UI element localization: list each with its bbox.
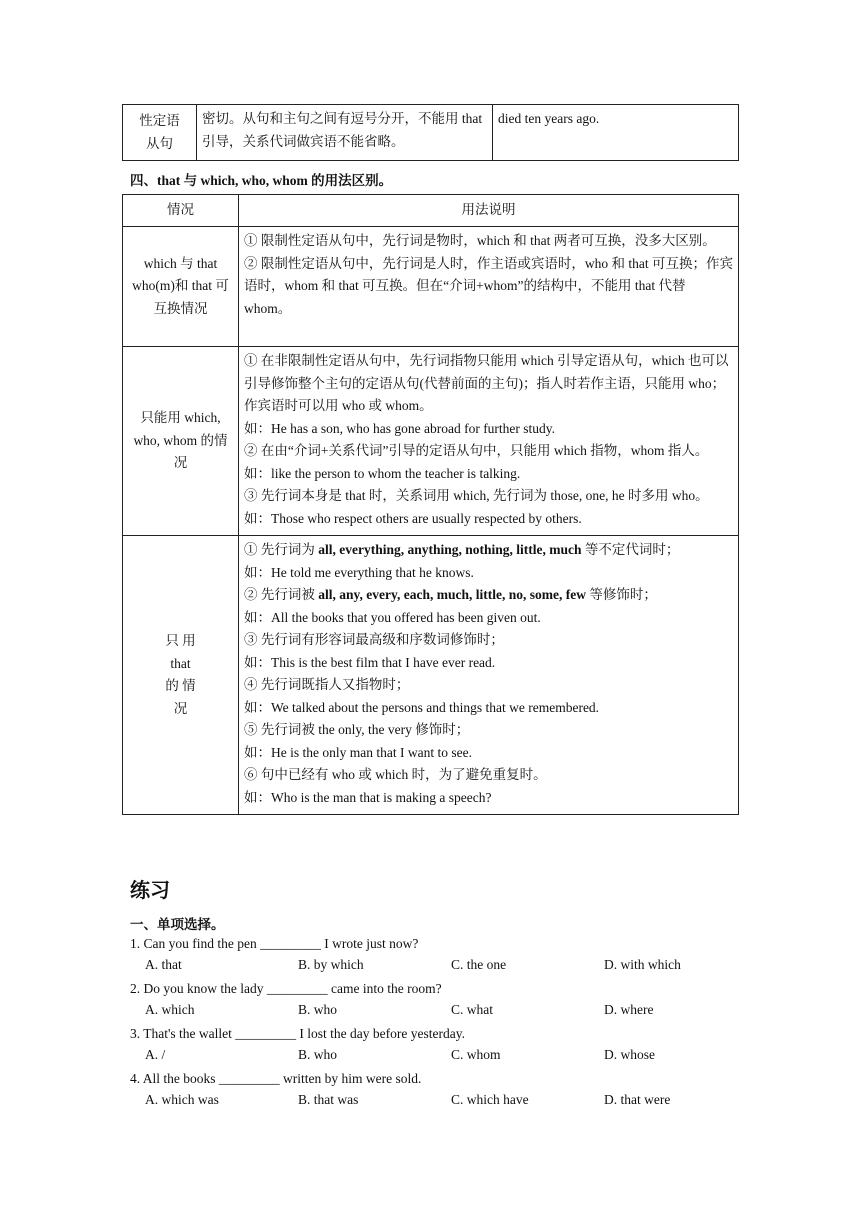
question-text: 3. That's the wallet _________ I lost the day before yesterday. bbox=[130, 1026, 465, 1041]
usage-line: 如：This is the best film that I have ever read. bbox=[244, 654, 496, 670]
table-row bbox=[123, 105, 739, 161]
exercise-subheading: 一、单项选择。 bbox=[130, 917, 225, 932]
option-c[interactable]: C. what bbox=[451, 1002, 493, 1017]
option-b[interactable]: B. by which bbox=[298, 957, 364, 972]
case-label: 只 用 that 的 情 况 bbox=[165, 633, 196, 716]
table-row bbox=[123, 347, 739, 536]
option-b[interactable]: B. who bbox=[298, 1002, 338, 1017]
option-a[interactable]: A. / bbox=[145, 1047, 166, 1062]
usage-line: ① 先行词为 all, everything, anything, nothing, little, much 等不定代词时； bbox=[244, 542, 680, 557]
option-c[interactable]: C. the one bbox=[451, 957, 507, 972]
case-cell: 只能用 which, who, whom 的情况 bbox=[123, 347, 239, 536]
table-row bbox=[123, 227, 739, 347]
question-text: 1. Can you find the pen _________ I wrote just now? bbox=[130, 936, 419, 951]
usage-line: ③ 先行词有形容词最高级和序数词修饰时； bbox=[244, 632, 504, 647]
clause-table-continued bbox=[122, 104, 739, 161]
exercise-heading: 练习 bbox=[130, 878, 170, 902]
usage-cell bbox=[239, 536, 739, 815]
options-row bbox=[145, 1047, 745, 1067]
table-header-row bbox=[123, 195, 739, 227]
options-row bbox=[145, 1002, 745, 1022]
case-cell bbox=[123, 536, 239, 815]
usage-line: 如：We talked about the persons and things that we remembered. bbox=[244, 699, 600, 715]
table-cell: 性定语从句 bbox=[123, 105, 197, 161]
section-title: 四、that 与 which, who, whom 的用法区别。 bbox=[130, 173, 393, 188]
usage-line: ③ 先行词本身是 that 时，关系词用 which, 先行词为 those, one, he 时多用 who。如：Those who respect others are usually respected by others. bbox=[244, 488, 709, 526]
question-text: 2. Do you know the lady _________ came into the room? bbox=[130, 981, 442, 996]
option-c[interactable]: C. whom bbox=[451, 1047, 501, 1062]
usage-line: 如：He told me everything that he knows. bbox=[244, 564, 474, 580]
usage-cell bbox=[239, 347, 739, 536]
usage-line: ② 限制性定语从句中，先行词是人时，作主语或宾语时，who 和 that 可互换；作宾语时，whom 和 that 可互换。但在“介词+whom”的结构中，不能用 that 代替 whom。 bbox=[244, 255, 733, 316]
table-cell: 密切。从句和主句之间有逗号分开，不能用 that 引导，关系代词做宾语不能省略。 bbox=[197, 105, 493, 161]
table-row bbox=[123, 536, 739, 815]
option-d[interactable]: D. with which bbox=[604, 957, 681, 972]
usage-line: ② 在由“介词+关系代词”引导的定语从句中，只能用 which 指物，whom 指人。如：like the person to whom the teacher is talking. bbox=[244, 443, 709, 481]
table-cell: died ten years ago. bbox=[493, 105, 739, 161]
usage-line: ② 先行词被 all, any, every, each, much, little, no, some, few 等修饰时； bbox=[244, 587, 657, 602]
options-row bbox=[145, 957, 745, 977]
options-row bbox=[145, 1092, 745, 1112]
usage-line: ⑥ 句中已经有 who 或 which 时，为了避免重复时。 bbox=[244, 767, 547, 782]
option-b[interactable]: B. that was bbox=[298, 1092, 359, 1107]
usage-line: 如：All the books that you offered has been given out. bbox=[244, 609, 541, 625]
case-cell: which 与 that who(m)和 that 可互换情况 bbox=[123, 227, 239, 347]
option-d[interactable]: D. that were bbox=[604, 1092, 671, 1107]
table-header-cell: 用法说明 bbox=[239, 195, 739, 227]
option-d[interactable]: D. whose bbox=[604, 1047, 655, 1062]
option-b[interactable]: B. who bbox=[298, 1047, 338, 1062]
usage-line: 如：He is the only man that I want to see. bbox=[244, 744, 472, 760]
usage-line: ① 在非限制性定语从句中，先行词指物只能用 which 引导定语从句，which 也可以引导修饰整个主句的定语从句(代替前面的主句)；指人时若作主语，只能用 who；作宾语时可以用 who 或 whom。 bbox=[244, 353, 729, 413]
option-a[interactable]: A. which bbox=[145, 1002, 195, 1017]
option-c[interactable]: C. which have bbox=[451, 1092, 529, 1107]
usage-table bbox=[122, 194, 739, 815]
usage-line: 如：He has a son, who has gone abroad for further study. bbox=[244, 420, 556, 436]
usage-line: ① 限制性定语从句中，先行词是物时，which 和 that 两者可互换，没多大区别。 bbox=[244, 233, 716, 248]
question-text: 4. All the books _________ written by him were sold. bbox=[130, 1071, 422, 1086]
option-a[interactable]: A. which was bbox=[145, 1092, 219, 1107]
option-d[interactable]: D. where bbox=[604, 1002, 654, 1017]
option-a[interactable]: A. that bbox=[145, 957, 182, 972]
table-header-cell: 情况 bbox=[123, 195, 239, 227]
usage-line: ④ 先行词既指人又指物时； bbox=[244, 677, 410, 692]
usage-cell bbox=[239, 227, 739, 347]
usage-line: 如：Who is the man that is making a speech? bbox=[244, 789, 492, 805]
usage-line: ⑤ 先行词被 the only, the very 修饰时； bbox=[244, 722, 470, 737]
